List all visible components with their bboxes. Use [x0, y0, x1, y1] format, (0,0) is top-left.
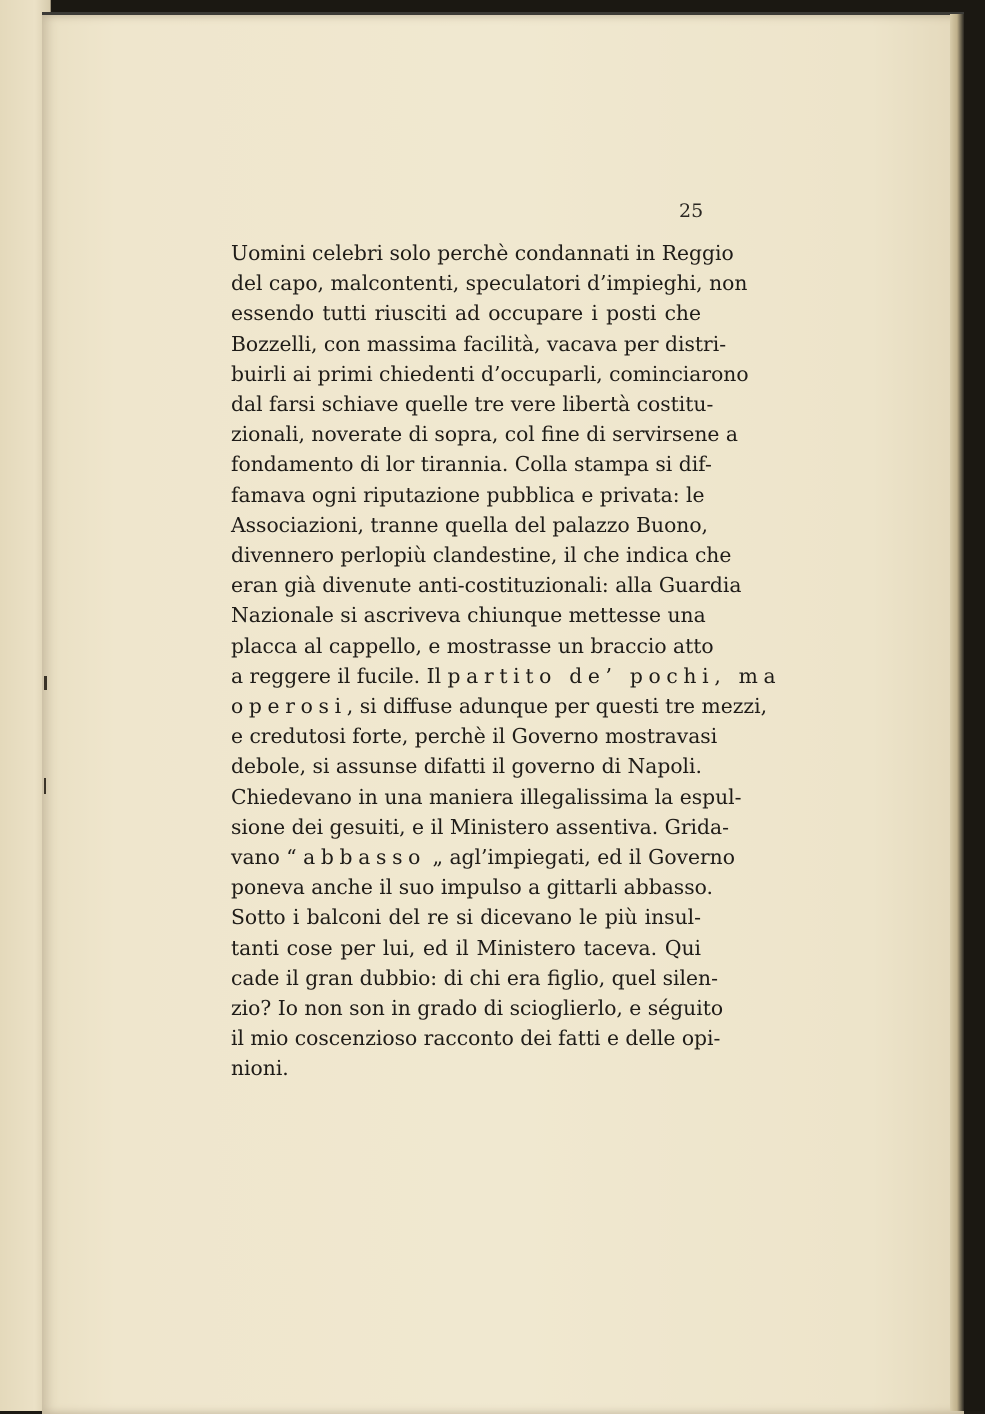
text-line: poneva anche il suo impulso a gittarli abbasso. [231, 875, 713, 900]
text-line: placca al cappello, e mostrasse un braccio atto [231, 633, 714, 658]
text-line: eran già divenute anti-costituzionali: alla Guardia [231, 573, 742, 598]
page-stack-edge [950, 14, 964, 1411]
spaced-word: operosi [231, 694, 347, 719]
text-line: buirli ai primi chiedenti d’occuparli, cominciarono [231, 361, 749, 386]
spaced-word: abbasso [303, 845, 427, 870]
text-line: nioni. [231, 1056, 289, 1081]
text-fragment: a reggere il fucile. Il [231, 663, 448, 688]
text-line: Bozzelli, con massima facilità, vacava per distri- [231, 331, 727, 356]
text-line: famava ogni riputazione pubblica e privata: le [231, 482, 705, 507]
text-line: essendo tutti riusciti ad occupare i posti che [231, 301, 701, 326]
margin-mark-upper [44, 676, 47, 690]
text-line: il mio coscenzioso racconto dei fatti e delle opi- [231, 1026, 721, 1051]
text-line: debole, si assunse difatti il governo di Napoli. [231, 754, 702, 779]
text-fragment: „ agl’impiegati, ed il Governo [426, 845, 735, 870]
text-line: divennero perlopiù clandestine, il che indica che [231, 543, 732, 568]
text-line: zio? Io non son in grado di scioglierlo, e séguito [231, 996, 724, 1021]
text-line: sione dei gesuiti, e il Ministero assentiva. Grida- [231, 814, 729, 839]
text-line: fondamento di lor tirannia. Colla stampa si dif- [231, 452, 712, 477]
margin-mark-lower [44, 778, 46, 794]
text-line: tanti cose per lui, ed il Ministero taceva. Qui [231, 935, 701, 960]
text-line: zionali, noverate di sopra, col fine di servirsene a [231, 422, 738, 447]
text-line-composite [231, 842, 735, 872]
text-line-composite [231, 661, 782, 691]
spaced-phrase: partito de’ pochi, ma [447, 663, 782, 688]
page-number: 25 [679, 200, 704, 222]
text-fragment: vano “ [231, 845, 304, 870]
text-line: Associazioni, tranne quella del palazzo Buono, [231, 512, 708, 537]
text-line: Sotto i balconi del re si dicevano le più insul- [231, 905, 701, 930]
text-line: Uomini celebri solo perchè condannati in Reggio [231, 241, 734, 265]
body-text [231, 238, 782, 1084]
text-line: dal farsi schiave quelle tre vere libertà costitu- [231, 392, 714, 417]
text-line-composite [231, 691, 768, 721]
text-line: del capo, malcontenti, speculatori d’impieghi, non [231, 271, 748, 296]
text-line: cade il gran dubbio: di chi era figlio, quel silen- [231, 965, 718, 990]
text-fragment: , si diffuse adunque per questi tre mezzi, [346, 694, 768, 719]
text-line: Nazionale si ascriveva chiunque mettesse una [231, 603, 706, 628]
text-line: Chiedevano in una maniera illegalissima la espul- [231, 784, 742, 809]
text-line: e credutosi forte, perchè il Governo mostravasi [231, 724, 718, 749]
